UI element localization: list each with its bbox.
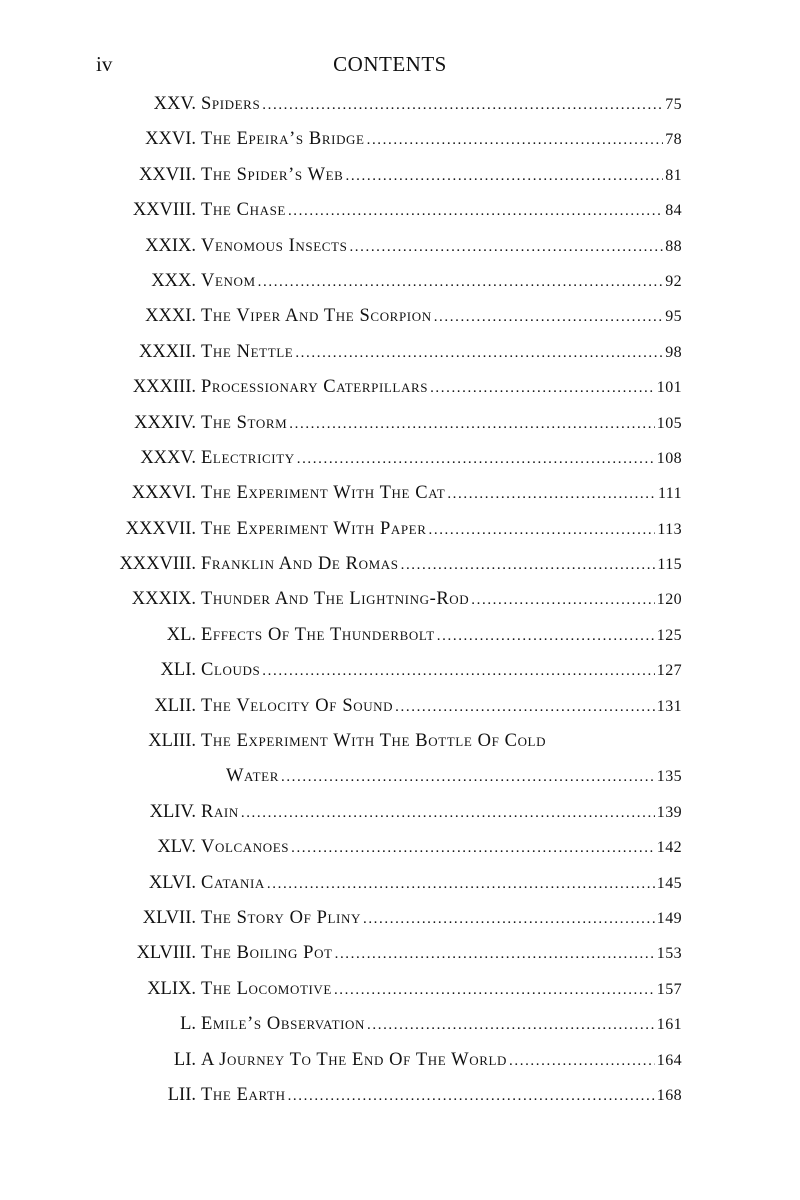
dot-leader xyxy=(429,522,656,539)
chapter-title: Processionary Caterpillars xyxy=(201,377,429,398)
chapter-title: The Epeira’s Bridge xyxy=(201,129,365,150)
chapter-title-continuation: Water xyxy=(226,766,279,787)
chapter-title: Catania xyxy=(201,872,265,893)
toc-entry xyxy=(0,548,800,583)
chapter-title: The Experiment With Paper xyxy=(201,518,427,539)
chapter-title: Electricity xyxy=(201,447,295,468)
chapter-numeral: XXXII. xyxy=(138,341,196,362)
page-number: iv xyxy=(96,52,113,76)
chapter-numeral: XXIX. xyxy=(145,235,196,256)
toc-entry xyxy=(0,513,800,548)
chapter-title: The Nettle xyxy=(201,341,294,362)
dot-leader xyxy=(288,203,663,220)
toc-entry xyxy=(0,973,800,1008)
page-reference: 127 xyxy=(656,662,682,680)
page-reference: 115 xyxy=(657,556,682,574)
dot-leader xyxy=(367,132,664,149)
dot-leader xyxy=(447,486,656,503)
page-reference: 81 xyxy=(665,166,682,184)
running-head: CONTENTS xyxy=(333,52,447,76)
toc-entry xyxy=(0,902,800,937)
chapter-numeral: XLVIII. xyxy=(136,943,196,964)
dot-leader xyxy=(241,805,655,822)
chapter-title: The Spider’s Web xyxy=(201,164,344,185)
dot-leader xyxy=(395,699,655,716)
page-reference: 157 xyxy=(656,980,682,998)
toc-entry xyxy=(0,796,800,831)
toc-entry xyxy=(0,867,800,902)
chapter-title: Venom xyxy=(201,270,256,291)
page-reference: 75 xyxy=(665,96,682,113)
page-reference: 149 xyxy=(656,910,682,927)
page-reference: 105 xyxy=(656,414,682,432)
page-reference: 135 xyxy=(656,768,682,786)
page-reference: 164 xyxy=(656,1051,682,1069)
dot-leader xyxy=(363,911,655,928)
chapter-title: Rain xyxy=(201,801,239,822)
chapter-title: The Experiment With The Bottle Of Cold xyxy=(201,731,547,752)
chapter-numeral: XLVI. xyxy=(148,872,196,893)
page-reference: 88 xyxy=(665,237,682,255)
toc-entry xyxy=(0,336,800,371)
chapter-numeral: XLV. xyxy=(157,837,196,858)
chapter-title: The Locomotive xyxy=(201,978,332,999)
chapter-numeral: XLII. xyxy=(154,695,196,716)
chapter-numeral: XLIV. xyxy=(149,801,196,822)
chapter-title: Thunder And The Lightning-Rod xyxy=(201,589,470,610)
chapter-numeral: XXXV. xyxy=(140,447,196,468)
chapter-title: Volcanoes xyxy=(201,837,290,858)
dot-leader xyxy=(334,982,655,999)
toc-entry xyxy=(0,123,800,158)
dot-leader xyxy=(262,663,655,680)
page-reference: 145 xyxy=(656,874,682,892)
chapter-title: The Velocity Of Sound xyxy=(201,695,394,716)
toc-entry xyxy=(0,442,800,477)
chapter-title: The Chase xyxy=(201,200,286,221)
toc-entry xyxy=(0,477,800,512)
dot-leader xyxy=(434,309,663,326)
chapter-title: Emile’s Observation xyxy=(201,1014,366,1035)
dot-leader xyxy=(297,451,655,468)
toc-entry xyxy=(0,583,800,618)
toc-entry xyxy=(0,159,800,194)
dot-leader xyxy=(288,1088,655,1105)
dot-leader xyxy=(401,557,656,574)
chapter-numeral: XXX. xyxy=(151,270,196,291)
chapter-numeral: XXXI. xyxy=(145,306,196,327)
page-reference: 161 xyxy=(656,1016,682,1034)
page-reference: 125 xyxy=(656,626,682,644)
toc-entry xyxy=(0,1008,800,1043)
page-reference: 113 xyxy=(657,520,682,538)
toc-entry xyxy=(0,654,800,689)
chapter-title: The Boiling Pot xyxy=(201,943,333,964)
chapter-title: The Storm xyxy=(201,412,288,433)
toc-entry xyxy=(0,1079,800,1114)
dot-leader xyxy=(349,239,663,256)
page-reference: 108 xyxy=(656,449,682,467)
chapter-title: The Story Of Pliny xyxy=(201,908,361,928)
dot-leader xyxy=(289,416,655,433)
chapter-title: Clouds xyxy=(201,660,261,681)
chapter-numeral: XXXVII. xyxy=(125,518,196,539)
toc-entry xyxy=(0,619,800,654)
chapter-numeral: XXVI. xyxy=(145,129,196,150)
chapter-numeral: XXXVI. xyxy=(131,483,196,504)
page-reference: 101 xyxy=(656,379,682,397)
page-reference: 142 xyxy=(656,839,682,857)
dot-leader xyxy=(437,628,655,645)
dot-leader xyxy=(291,840,655,857)
chapter-numeral: XXXVIII. xyxy=(119,554,196,575)
chapter-numeral: XXXIV. xyxy=(134,412,196,433)
chapter-numeral: XLIX. xyxy=(147,978,196,999)
toc-entry xyxy=(0,194,800,229)
chapter-title: Venomous Insects xyxy=(201,235,348,256)
toc-entry xyxy=(0,300,800,335)
dot-leader xyxy=(509,1053,655,1070)
toc-entry xyxy=(0,937,800,972)
chapter-title: The Earth xyxy=(201,1084,286,1105)
dot-leader xyxy=(345,168,663,185)
page-reference: 120 xyxy=(656,591,682,609)
page-reference: 111 xyxy=(657,485,682,503)
chapter-title: A Journey To The End Of The World xyxy=(201,1049,508,1070)
toc-entry xyxy=(0,265,800,300)
chapter-numeral: XL. xyxy=(166,624,196,645)
chapter-numeral: XXVIII. xyxy=(132,200,196,221)
chapter-title: Franklin And De Romas xyxy=(201,554,399,575)
toc-entry xyxy=(0,88,800,123)
chapter-numeral: LII. xyxy=(167,1084,196,1105)
chapter-title: The Experiment With The Cat xyxy=(201,483,446,504)
dot-leader xyxy=(258,274,664,291)
dot-leader xyxy=(335,946,655,963)
page-reference: 131 xyxy=(656,697,682,715)
chapter-numeral: XXV. xyxy=(153,94,196,114)
chapter-numeral: LI. xyxy=(173,1049,196,1070)
page-reference: 168 xyxy=(656,1086,682,1104)
chapter-numeral: XXXIX. xyxy=(131,589,196,610)
chapter-numeral: XLI. xyxy=(160,660,196,681)
page-reference: 92 xyxy=(665,272,682,290)
page-reference: 95 xyxy=(665,308,682,326)
chapter-numeral: L. xyxy=(180,1014,196,1035)
chapter-numeral: XLIII. xyxy=(148,731,196,752)
dot-leader xyxy=(262,97,663,114)
toc-entry xyxy=(0,1044,800,1079)
toc-entry xyxy=(0,371,800,406)
dot-leader xyxy=(267,876,655,893)
chapter-title: Spiders xyxy=(201,94,261,114)
page-reference: 139 xyxy=(656,803,682,821)
page-reference: 98 xyxy=(665,343,682,361)
toc-entry xyxy=(0,407,800,442)
chapter-title: The Viper And The Scorpion xyxy=(201,306,432,327)
dot-leader xyxy=(430,380,655,397)
toc-entry xyxy=(0,725,800,796)
chapter-title: Effects Of The Thunderbolt xyxy=(201,624,435,645)
chapter-numeral: XXVII. xyxy=(138,164,196,185)
dot-leader xyxy=(367,1017,655,1034)
chapter-numeral: XLVII. xyxy=(142,908,196,928)
toc-entry xyxy=(0,690,800,725)
table-of-contents xyxy=(0,88,800,1114)
toc-entry xyxy=(0,230,800,265)
dot-leader xyxy=(471,592,655,609)
toc-entry xyxy=(0,831,800,866)
page-reference: 153 xyxy=(656,945,682,963)
page-reference: 84 xyxy=(665,202,682,220)
dot-leader xyxy=(295,345,663,362)
dot-leader xyxy=(281,769,655,786)
chapter-numeral: XXXIII. xyxy=(132,377,196,398)
page-reference: 78 xyxy=(665,131,682,149)
